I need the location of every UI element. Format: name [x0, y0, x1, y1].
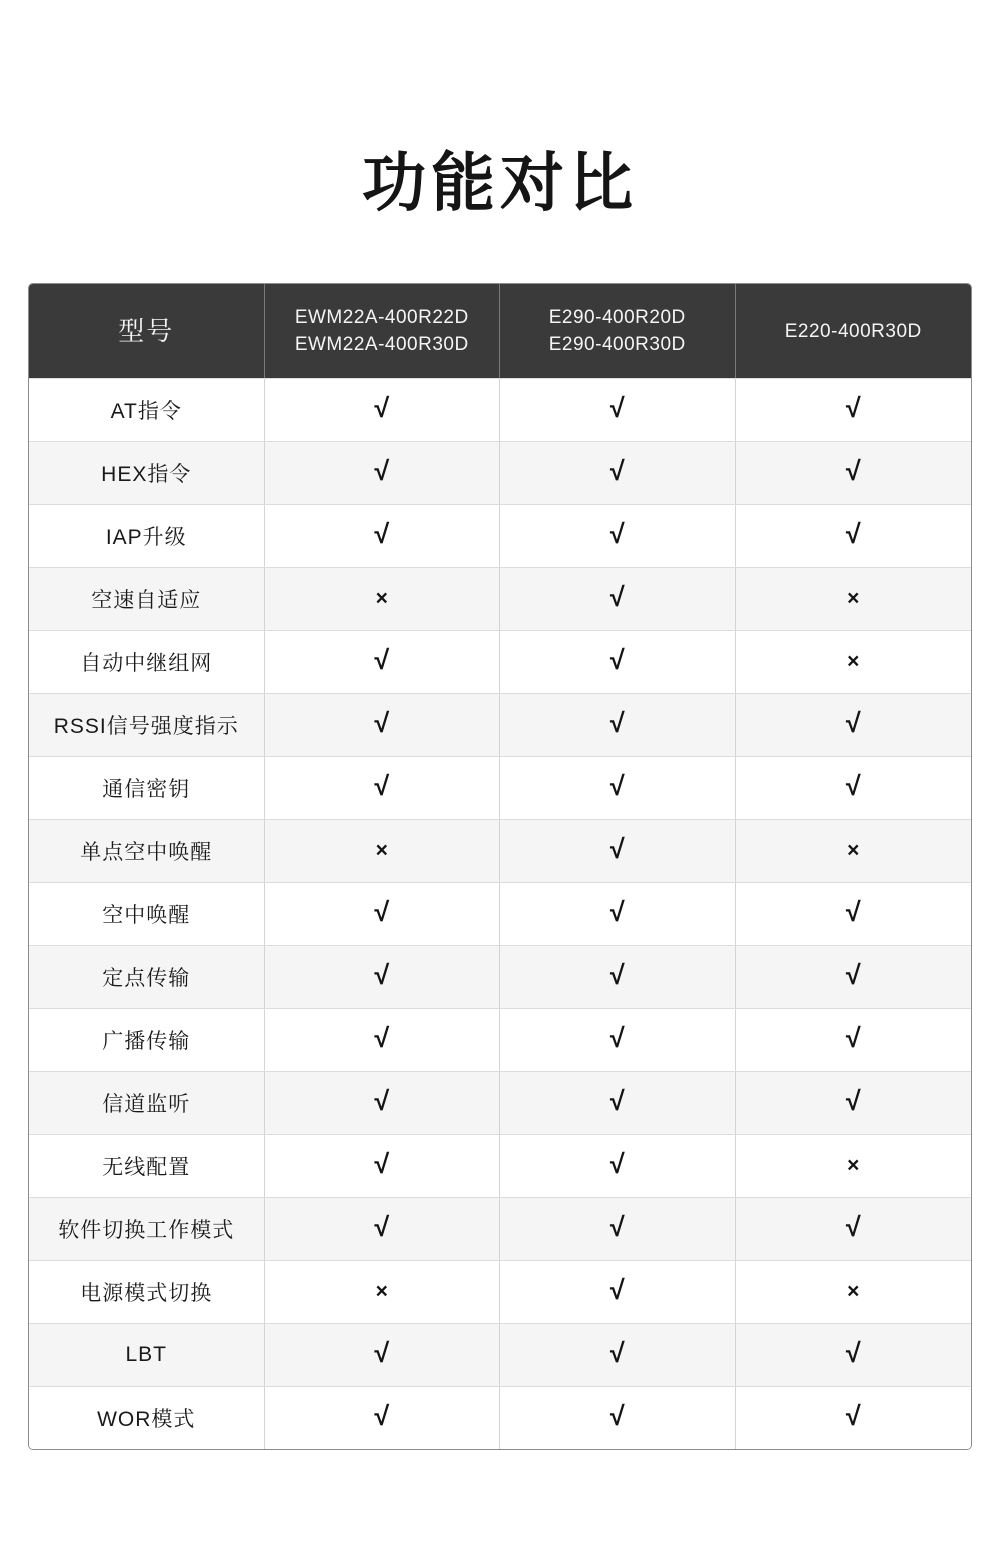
cross-mark: ×	[847, 587, 860, 610]
feature-label: 通信密钥	[29, 757, 265, 819]
cross-mark: ×	[847, 650, 860, 673]
feature-label: WOR模式	[29, 1387, 265, 1449]
check-mark: √	[845, 707, 861, 738]
check-mark: √	[265, 1072, 501, 1134]
header-cell-e220	[736, 284, 972, 378]
check-mark: √	[500, 379, 736, 441]
check-mark: √	[265, 946, 501, 1008]
table-row	[29, 504, 971, 567]
check-mark: √	[845, 770, 861, 801]
feature-label: 软件切换工作模式	[29, 1198, 265, 1260]
cross-mark: ×	[847, 839, 860, 862]
cross-mark: ×	[847, 1280, 860, 1303]
check-mark: √	[845, 518, 861, 549]
check-mark: √	[500, 1135, 736, 1197]
table-row	[29, 1008, 971, 1071]
check-mark: √	[265, 631, 501, 693]
header-cell-model	[29, 284, 265, 378]
check-mark: √	[265, 1135, 501, 1197]
feature-label: RSSI信号强度指示	[29, 694, 265, 756]
check-mark: √	[265, 1009, 501, 1071]
table-row	[29, 1323, 971, 1386]
table-row	[29, 1197, 971, 1260]
feature-label: 广播传输	[29, 1009, 265, 1071]
comparison-table	[28, 283, 972, 1450]
header-label: E290-400R20D	[548, 307, 686, 328]
check-mark: √	[500, 757, 736, 819]
feature-label: HEX指令	[29, 442, 265, 504]
check-mark: √	[845, 1211, 861, 1242]
check-mark: √	[845, 1337, 861, 1368]
table-row	[29, 1260, 971, 1323]
feature-label: 定点传输	[29, 946, 265, 1008]
header-cell-e290	[500, 284, 736, 378]
check-mark: √	[500, 631, 736, 693]
table-body	[29, 378, 971, 1449]
header-label: E220-400R30D	[784, 320, 922, 342]
check-mark: √	[265, 1387, 501, 1449]
check-mark: √	[500, 694, 736, 756]
check-mark: √	[265, 694, 501, 756]
table-row	[29, 756, 971, 819]
feature-label: 信道监听	[29, 1072, 265, 1134]
check-mark: √	[500, 883, 736, 945]
check-mark: √	[845, 896, 861, 927]
check-mark: √	[500, 1198, 736, 1260]
check-mark: √	[845, 392, 861, 423]
check-mark: √	[265, 1324, 501, 1386]
feature-label: AT指令	[29, 379, 265, 441]
check-mark: √	[500, 1009, 736, 1071]
table-row	[29, 378, 971, 441]
check-mark: √	[500, 1387, 736, 1449]
table-row	[29, 567, 971, 630]
check-mark: √	[265, 757, 501, 819]
table-row	[29, 441, 971, 504]
header-label: EWM22A-400R22D	[294, 307, 469, 328]
cross-mark: ×	[265, 820, 501, 882]
table-row	[29, 1071, 971, 1134]
cross-mark: ×	[265, 1261, 501, 1323]
check-mark: √	[265, 883, 501, 945]
page-title: 功能对比	[362, 147, 638, 219]
feature-label: 单点空中唤醒	[29, 820, 265, 882]
header-label: EWM22A-400R30D	[294, 334, 469, 355]
check-mark: √	[500, 568, 736, 630]
feature-label: 电源模式切换	[29, 1261, 265, 1323]
check-mark: √	[265, 505, 501, 567]
check-mark: √	[265, 442, 501, 504]
table-row	[29, 945, 971, 1008]
table-row	[29, 693, 971, 756]
header-cell-ewm22a	[265, 284, 501, 378]
check-mark: √	[845, 1400, 861, 1431]
check-mark: √	[500, 1324, 736, 1386]
check-mark: √	[500, 1261, 736, 1323]
check-mark: √	[265, 1198, 501, 1260]
check-mark: √	[500, 442, 736, 504]
table-row	[29, 1134, 971, 1197]
check-mark: √	[500, 820, 736, 882]
table-row	[29, 882, 971, 945]
table-row	[29, 1386, 971, 1449]
check-mark: √	[845, 1022, 861, 1053]
check-mark: √	[845, 455, 861, 486]
check-mark: √	[265, 379, 501, 441]
table-header-row	[29, 284, 971, 378]
check-mark: √	[500, 946, 736, 1008]
check-mark: √	[845, 959, 861, 990]
feature-label: 无线配置	[29, 1135, 265, 1197]
feature-label: LBT	[29, 1324, 265, 1386]
header-label: E290-400R30D	[548, 334, 686, 355]
cross-mark: ×	[847, 1154, 860, 1177]
feature-label: 空速自适应	[29, 568, 265, 630]
cross-mark: ×	[265, 568, 501, 630]
table-row	[29, 630, 971, 693]
header-label: 型号	[118, 315, 175, 346]
feature-label: IAP升级	[29, 505, 265, 567]
feature-label: 自动中继组网	[29, 631, 265, 693]
feature-label: 空中唤醒	[29, 883, 265, 945]
table-row	[29, 819, 971, 882]
check-mark: √	[845, 1085, 861, 1116]
check-mark: √	[500, 1072, 736, 1134]
check-mark: √	[500, 505, 736, 567]
